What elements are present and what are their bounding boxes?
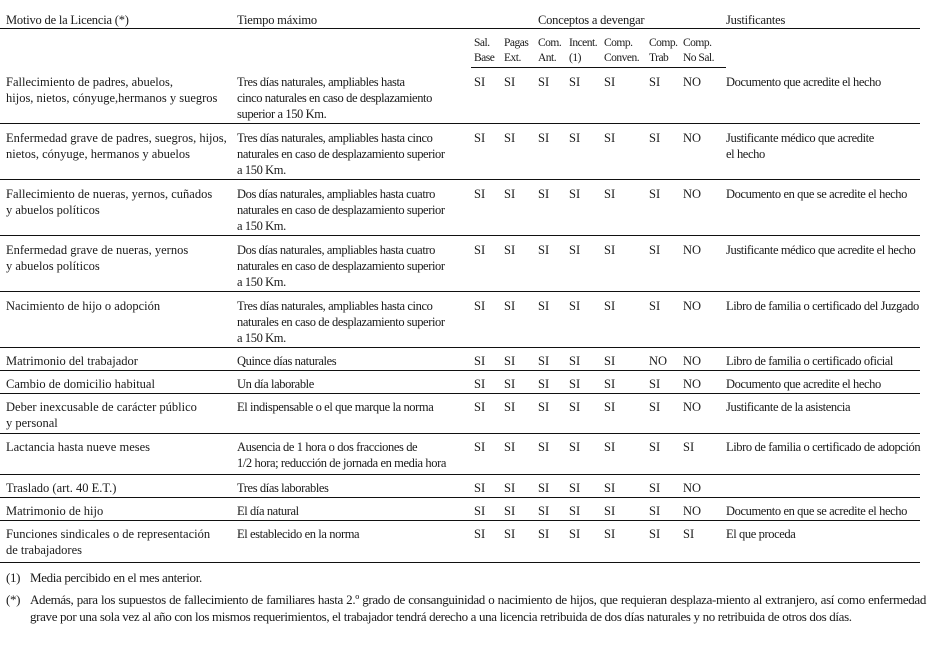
- cell-concepto-2: SI: [538, 243, 550, 257]
- cell-concepto-0: SI: [474, 400, 486, 414]
- row-divider: [0, 123, 920, 124]
- cell-tiempo: Quince días naturales: [237, 354, 337, 368]
- cell-concepto-1: SI: [504, 527, 516, 541]
- cell-motivo: Cambio de domicilio habitual: [6, 377, 155, 391]
- cell-concepto-6: NO: [683, 75, 702, 89]
- cell-concepto-0: SI: [474, 354, 486, 368]
- cell-concepto-4: SI: [604, 75, 616, 89]
- cell-concepto-4: SI: [604, 131, 616, 145]
- cell-concepto-2: SI: [538, 440, 550, 454]
- cell-concepto-4: SI: [604, 527, 616, 541]
- cell-motivo: Enfermedad grave de padres, suegros, hijos, nietos, cónyuge, hermanos y abuelos: [6, 131, 227, 161]
- cell-concepto-6: NO: [683, 481, 702, 495]
- subheader-col-3: [569, 36, 597, 66]
- cell-concepto-5: SI: [649, 299, 661, 313]
- cell-concepto-5: SI: [649, 400, 661, 414]
- cell-concepto-4: SI: [604, 299, 616, 313]
- subheader-col-1: [504, 36, 528, 66]
- cell-concepto-1: SI: [504, 243, 516, 257]
- subheader-line2: Ext.: [504, 52, 521, 64]
- cell-motivo: Traslado (art. 40 E.T.): [6, 481, 117, 495]
- cell-concepto-2: SI: [538, 75, 550, 89]
- cell-concepto-5: SI: [649, 481, 661, 495]
- cell-concepto-1: SI: [504, 504, 516, 518]
- subheader-line2: No Sal.: [683, 52, 714, 64]
- cell-concepto-5: SI: [649, 243, 661, 257]
- cell-concepto-5: SI: [649, 527, 661, 541]
- cell-concepto-2: SI: [538, 187, 550, 201]
- cell-concepto-5: NO: [649, 354, 668, 368]
- cell-concepto-0: SI: [474, 377, 486, 391]
- header-tiempo: Tiempo máximo: [237, 13, 317, 27]
- cell-justificante: Documento que acredite el hecho: [726, 377, 881, 391]
- row-divider: [0, 291, 920, 292]
- cell-concepto-1: SI: [504, 481, 516, 495]
- cell-concepto-5: SI: [649, 377, 661, 391]
- cell-concepto-0: SI: [474, 504, 486, 518]
- header-justificantes: Justificantes: [726, 13, 786, 27]
- cell-motivo: Deber inexcusable de carácter público y personal: [6, 400, 197, 430]
- cell-tiempo: Dos días naturales, ampliables hasta cuatro naturales en caso de desplazamiento superior a 150 Km.: [237, 243, 445, 289]
- cell-tiempo: El día natural: [237, 504, 299, 518]
- cell-concepto-1: SI: [504, 377, 516, 391]
- cell-concepto-4: SI: [604, 400, 616, 414]
- footnote-text: Además, para los supuestos de fallecimiento de familiares hasta 2.º grado de consanguinidad o nacimiento de hijos, que requieran desplaza-miento al extranjero, así como enfermedad grave por una sola vez al año con los mismos requerimientos, el trabajador tendrá derecho a una licencia retribuida de dos días naturales y no retribuida de otros dos días.: [30, 592, 926, 624]
- cell-motivo: Lactancia hasta nueve meses: [6, 440, 151, 454]
- cell-concepto-1: SI: [504, 400, 516, 414]
- row-divider: [0, 520, 920, 521]
- cell-motivo: Fallecimiento de nueras, yernos, cuñados y abuelos políticos: [6, 187, 213, 217]
- cell-concepto-4: SI: [604, 504, 616, 518]
- cell-justificante: Libro de familia o certificado de adopción: [726, 440, 921, 454]
- cell-concepto-4: SI: [604, 243, 616, 257]
- cell-tiempo: Tres días laborables: [237, 481, 329, 495]
- subheader-line2: Base: [474, 52, 495, 64]
- cell-concepto-5: SI: [649, 440, 661, 454]
- cell-concepto-0: SI: [474, 440, 486, 454]
- row-divider: [0, 433, 920, 434]
- cell-concepto-3: SI: [569, 377, 581, 391]
- cell-concepto-6: NO: [683, 131, 702, 145]
- subheader-line1: Comp.: [604, 37, 633, 49]
- cell-concepto-0: SI: [474, 527, 486, 541]
- cell-motivo: Enfermedad grave de nueras, yernos y abuelos políticos: [6, 243, 189, 273]
- cell-tiempo: Un día laborable: [237, 377, 314, 391]
- cell-concepto-0: SI: [474, 299, 486, 313]
- row-divider: [0, 474, 920, 475]
- cell-concepto-0: SI: [474, 187, 486, 201]
- cell-concepto-4: SI: [604, 481, 616, 495]
- subheader-line2: Ant.: [538, 52, 557, 64]
- subheader-col-0: [474, 36, 494, 66]
- cell-motivo: Matrimonio del trabajador: [6, 354, 138, 368]
- cell-concepto-1: SI: [504, 131, 516, 145]
- cell-concepto-3: SI: [569, 440, 581, 454]
- cell-concepto-6: NO: [683, 400, 702, 414]
- cell-tiempo: Tres días naturales, ampliables hasta cinco naturales en caso de desplazamiento superior a 150 Km.: [237, 131, 445, 177]
- cell-concepto-3: SI: [569, 481, 581, 495]
- cell-concepto-3: SI: [569, 504, 581, 518]
- subheader-line2: Trab: [649, 52, 669, 64]
- row-divider: [0, 179, 920, 180]
- cell-motivo: Nacimiento de hijo o adopción: [6, 299, 161, 313]
- cell-concepto-0: SI: [474, 131, 486, 145]
- cell-concepto-3: SI: [569, 243, 581, 257]
- cell-tiempo: El indispensable o el que marque la norma: [237, 400, 434, 414]
- cell-motivo: Matrimonio de hijo: [6, 504, 104, 518]
- cell-concepto-6: SI: [683, 527, 695, 541]
- row-divider: [0, 370, 920, 371]
- cell-concepto-5: SI: [649, 187, 661, 201]
- header-conceptos: Conceptos a devengar: [538, 13, 645, 27]
- cell-tiempo: El establecido en la norma: [237, 527, 360, 541]
- cell-justificante: Justificante médico que acredite el hecho: [726, 243, 916, 257]
- row-divider: [0, 393, 920, 394]
- cell-concepto-4: SI: [604, 377, 616, 391]
- cell-concepto-3: SI: [569, 299, 581, 313]
- row-divider: [0, 562, 920, 563]
- subheader-line2: (1): [569, 52, 581, 64]
- subheader-line1: Com.: [538, 37, 562, 49]
- cell-justificante: Justificante de la asistencia: [726, 400, 851, 414]
- subheader-line2: Conven.: [604, 52, 640, 64]
- subheader-line1: Pagas: [504, 37, 529, 49]
- cell-concepto-2: SI: [538, 299, 550, 313]
- cell-concepto-2: SI: [538, 377, 550, 391]
- cell-tiempo: Dos días naturales, ampliables hasta cuatro naturales en caso de desplazamiento superior a 150 Km.: [237, 187, 445, 233]
- cell-concepto-6: NO: [683, 243, 702, 257]
- cell-concepto-5: SI: [649, 75, 661, 89]
- subheader-col-4: [604, 36, 639, 66]
- subheader-line1: Sal.: [474, 37, 490, 49]
- footnote-mark: (1): [6, 570, 21, 585]
- cell-concepto-6: SI: [683, 440, 695, 454]
- cell-concepto-5: SI: [649, 131, 661, 145]
- cell-concepto-1: SI: [504, 354, 516, 368]
- cell-concepto-6: NO: [683, 377, 702, 391]
- cell-concepto-2: SI: [538, 504, 550, 518]
- subheader-rule: [471, 67, 726, 68]
- header-rule: [0, 28, 920, 29]
- cell-justificante: El que proceda: [726, 527, 796, 541]
- cell-concepto-3: SI: [569, 187, 581, 201]
- footnote-mark: (*): [6, 592, 21, 607]
- subheader-line1: Incent.: [569, 37, 598, 49]
- cell-justificante: Libro de familia o certificado del Juzgado: [726, 299, 919, 313]
- cell-concepto-4: SI: [604, 440, 616, 454]
- cell-concepto-0: SI: [474, 481, 486, 495]
- cell-justificante: Documento en que se acredite el hecho: [726, 504, 907, 518]
- cell-justificante: Documento que acredite el hecho: [726, 75, 881, 89]
- cell-concepto-0: SI: [474, 243, 486, 257]
- cell-concepto-2: SI: [538, 400, 550, 414]
- cell-justificante: Documento en que se acredite el hecho: [726, 187, 907, 201]
- subheader-line1: Comp.: [649, 37, 678, 49]
- cell-motivo: Fallecimiento de padres, abuelos, hijos, nietos, cónyuge,hermanos y suegros: [6, 75, 218, 105]
- cell-concepto-3: SI: [569, 527, 581, 541]
- cell-concepto-3: SI: [569, 131, 581, 145]
- cell-concepto-2: SI: [538, 527, 550, 541]
- cell-concepto-6: NO: [683, 504, 702, 518]
- header-motivo: Motivo de la Licencia (*): [6, 13, 129, 27]
- cell-concepto-5: SI: [649, 504, 661, 518]
- cell-concepto-4: SI: [604, 187, 616, 201]
- subheader-col-5: [649, 36, 678, 66]
- cell-concepto-2: SI: [538, 131, 550, 145]
- row-divider: [0, 235, 920, 236]
- cell-concepto-3: SI: [569, 354, 581, 368]
- cell-concepto-2: SI: [538, 481, 550, 495]
- cell-concepto-3: SI: [569, 75, 581, 89]
- cell-concepto-3: SI: [569, 400, 581, 414]
- cell-concepto-1: SI: [504, 299, 516, 313]
- cell-justificante: Justificante médico que acredite el hecho: [726, 131, 874, 161]
- cell-justificante: Libro de familia o certificado oficial: [726, 354, 894, 368]
- cell-tiempo: Ausencia de 1 hora o dos fracciones de 1/2 hora; reducción de jornada en media hora: [237, 440, 447, 470]
- cell-concepto-1: SI: [504, 187, 516, 201]
- cell-motivo: Funciones sindicales o de representación de trabajadores: [6, 527, 211, 557]
- cell-tiempo: Tres días naturales, ampliables hasta cinco naturales en caso de desplazamiento superior a 150 Km.: [237, 299, 445, 345]
- subheader-col-2: [538, 36, 561, 66]
- row-divider: [0, 347, 920, 348]
- cell-concepto-0: SI: [474, 75, 486, 89]
- subheader-line1: Comp.: [683, 37, 712, 49]
- row-divider: [0, 497, 920, 498]
- cell-concepto-1: SI: [504, 75, 516, 89]
- footnote-text: Media percibido en el mes anterior.: [30, 570, 202, 585]
- subheader-col-6: [683, 36, 714, 66]
- cell-tiempo: Tres días naturales, ampliables hasta cinco naturales en caso de desplazamiento superior a 150 Km.: [237, 75, 432, 121]
- cell-concepto-2: SI: [538, 354, 550, 368]
- cell-concepto-1: SI: [504, 440, 516, 454]
- cell-concepto-4: SI: [604, 354, 616, 368]
- cell-concepto-6: NO: [683, 354, 702, 368]
- cell-concepto-6: NO: [683, 187, 702, 201]
- cell-concepto-6: NO: [683, 299, 702, 313]
